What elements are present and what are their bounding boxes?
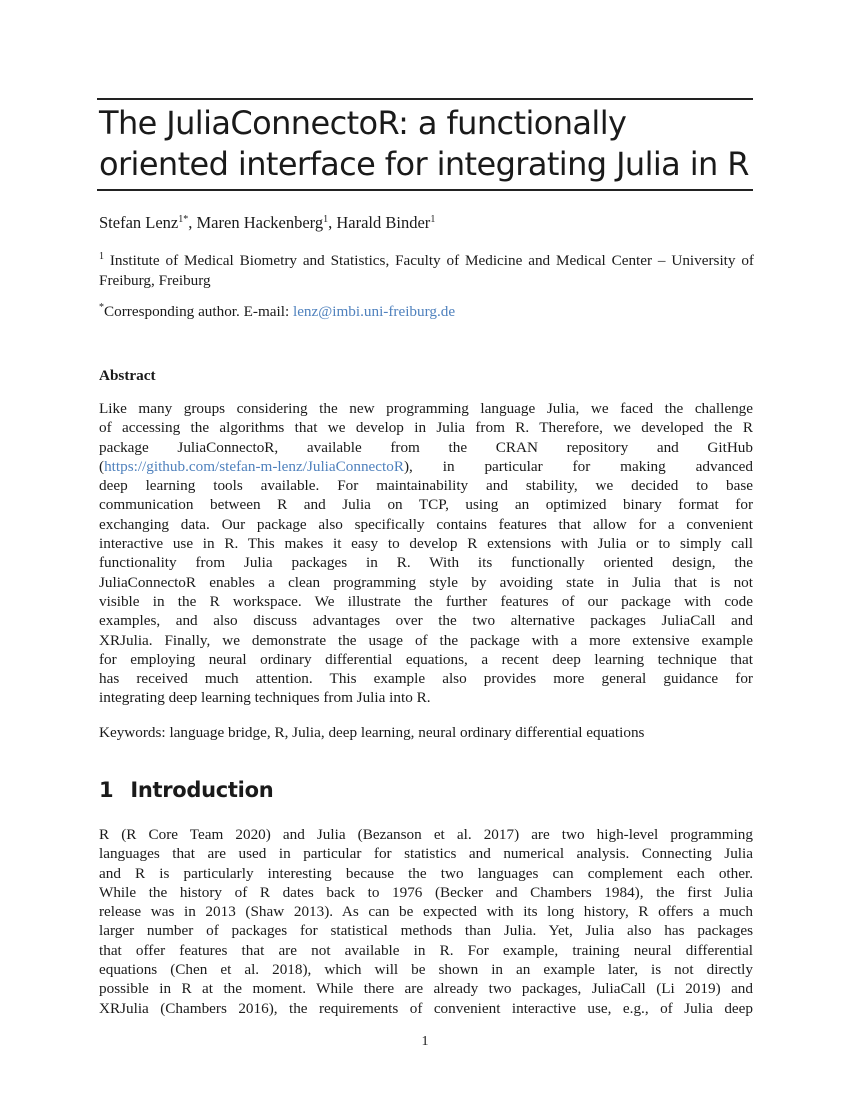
intro-line: XRJulia (Chambers 2016), the requirements of convenient interactive use, e.g., of Julia deep: [99, 999, 753, 1017]
intro-line: equations (Chen et al. 2018), which will be shown in an example later, is not directly: [99, 961, 753, 979]
abstract-line: JuliaConnectoR enables a clean programming style by avoiding state in Julia that is not: [99, 573, 753, 591]
introduction-body: [99, 825, 753, 1018]
author: Maren Hackenberg$^1$,: [196, 213, 337, 232]
abstract-line: deep learning tools available. For maintainability and stability, we decided to base: [99, 477, 753, 495]
abstract-body: [99, 399, 753, 708]
intro-line: While the history of R dates back to 1976 (Becker and Chambers 1984), the first Julia: [99, 883, 753, 901]
paper-title: The JuliaConnectoR: a functionally oriented interface for integrating Julia in R: [99, 104, 749, 183]
author: Stefan Lenz$^{1*}$,: [99, 213, 197, 232]
title-top-rule: [97, 98, 753, 100]
abstract-line: integrating deep learning techniques from Julia into R.: [99, 689, 431, 707]
abstract-line: for employing neural ordinary differential equations, a recent deep learning technique that: [99, 650, 753, 668]
abstract-line: functionality from Julia packages in R. With its functionally oriented design, the: [99, 554, 753, 572]
section-title: Introduction: [130, 778, 274, 802]
intro-line: possible in R at the moment. While there are already two packages, JuliaCall (Li 2019) and: [99, 980, 753, 998]
abstract-line: interactive use in R. This makes it easy to develop R extensions with Julia or to simply call: [99, 535, 753, 553]
section-heading: [99, 778, 273, 802]
intro-line: that offer features that are not available in R. For example, training neural differential: [99, 941, 753, 959]
corresponding-author: *Corresponding author. E-mail: lenz@imbi.uni-freiburg.de: [99, 302, 456, 320]
author: Harald Binder$^1$: [336, 213, 436, 232]
abstract-line: Like many groups considering the new programming language Julia, we faced the challenge: [99, 400, 753, 417]
abstract-line: exchanging data. Our package also specifically contains features that allow for a convenient: [99, 515, 753, 533]
author-list: [99, 213, 435, 233]
github-link[interactable]: https://github.com/stefan-m-lenz/JuliaConnectoR: [104, 457, 404, 475]
section-number: 1: [99, 778, 114, 802]
abstract-line: package JuliaConnectoR, available from the CRAN repository and GitHub: [99, 438, 753, 456]
page-number: 1: [421, 1034, 429, 1049]
intro-line: larger number of packages for statistical methods than Julia. Yet, Julia also has packages: [99, 922, 753, 940]
email-link[interactable]: lenz@imbi.uni-freiburg.de: [292, 303, 456, 320]
title-bottom-rule: [97, 189, 753, 191]
intro-line: languages that are used in particular for statistics and numerical analysis. Connecting Julia: [99, 845, 753, 863]
abstract-line: (https://github.com/stefan-m-lenz/JuliaConnectoR), in particular for making advanced: [99, 457, 753, 475]
abstract-line: of accessing the algorithms that we develop in Julia from R. Therefore, we developed the R: [99, 419, 753, 437]
abstract-line: visible in the R workspace. We illustrate the further features of our package with code: [99, 592, 753, 610]
intro-line: release was in 2013 (Shaw 2013). As can be expected with its long history, R offers a much: [99, 903, 753, 921]
abstract-line: examples, and also discuss advantages over the two alternative packages JuliaCall and: [99, 612, 753, 630]
abstract-line: XRJulia. Finally, we demonstrate the usage of the package with a more extensive example: [99, 631, 753, 649]
intro-line: R (R Core Team 2020) and Julia (Bezanson et al. 2017) are two high-level programming: [99, 826, 753, 843]
affiliation: $^1$ Institute of Medical Biometry and Statistics, Faculty of Medicine and Medical Center – University of Freiburg, Freiburg: [99, 251, 754, 289]
intro-line: and R is particularly interesting because the two languages can complement each other.: [99, 864, 753, 882]
abstract-heading: Abstract: [99, 367, 156, 384]
abstract-line: communication between R and Julia on TCP, using an optimized binary format for: [99, 496, 753, 514]
abstract-line: has received much attention. This example also provides more general guidance for: [99, 670, 753, 688]
keywords: Keywords: language bridge, R, Julia, deep learning, neural ordinary differential equations: [99, 724, 645, 741]
